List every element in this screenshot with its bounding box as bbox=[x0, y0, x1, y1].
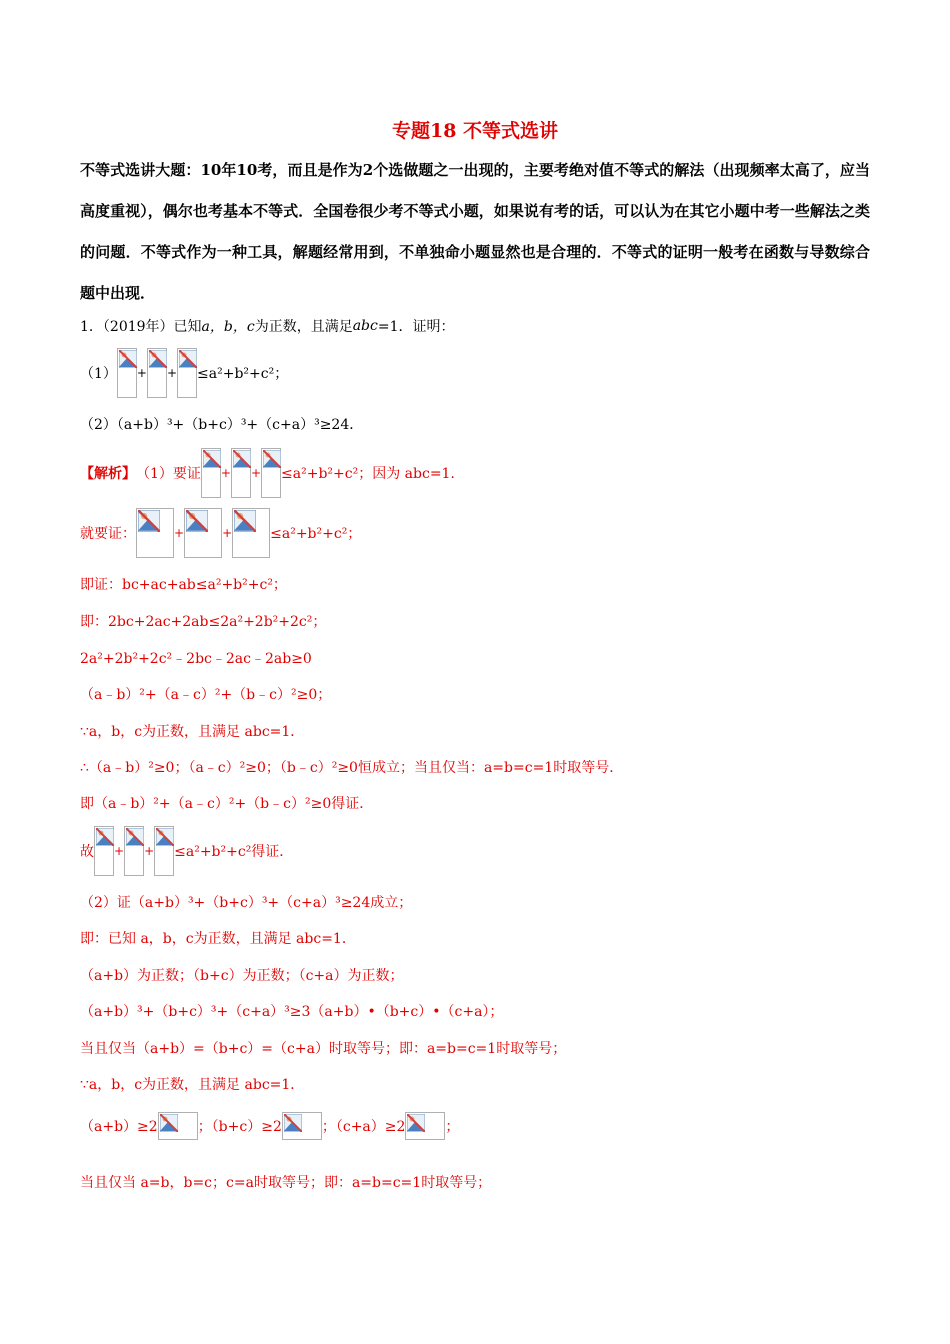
broken-image-icon bbox=[177, 348, 197, 398]
solution-line-1: 【解析】 （1）要证 + + ≤a²+b²+c²；因为 abc=1． bbox=[80, 448, 464, 498]
broken-image-icon bbox=[282, 1112, 322, 1140]
solution-line-17: （a+b）≥2 ；（b+c）≥2 ；（c+a）≥2 ； bbox=[80, 1112, 459, 1140]
solution-line-18: 当且仅当 a=b，b=c；c=a时取等号；即：a=b=c=1时取等号； bbox=[80, 1175, 492, 1191]
solution-line-3: 即证：bc+ac+ab≤a²+b²+c²； bbox=[80, 577, 287, 593]
solution-line-16: ∵a，b，c为正数，且满足 abc=1． bbox=[80, 1077, 305, 1093]
broken-image-icon bbox=[231, 448, 251, 498]
page-title: 专题18 不等式选讲 bbox=[391, 120, 559, 142]
broken-image-icon bbox=[117, 348, 137, 398]
solution-line-5: 2a²+2b²+2c²﹣2bc﹣2ac﹣2ab≥0 bbox=[80, 651, 312, 667]
solution-line-6: （a﹣b）²+（a﹣c）²+（b﹣c）²≥0； bbox=[80, 687, 332, 703]
solution-line-7: ∵a，b，c为正数，且满足 abc=1． bbox=[80, 724, 305, 740]
solution-tag: 【解析】 bbox=[80, 466, 136, 482]
solution-line-2: 就要证： + + ≤a²+b²+c²； bbox=[80, 508, 361, 558]
solution-line-12: 即：已知 a，b，c为正数，且满足 abc=1． bbox=[80, 931, 356, 947]
solution-line-15: 当且仅当（a+b）=（b+c）=（c+a）时取等号；即：a=b=c=1时取等号； bbox=[80, 1041, 567, 1057]
broken-image-icon bbox=[147, 348, 167, 398]
problem-part-1: （1） + + ≤a²+b²+c²； bbox=[80, 348, 288, 398]
solution-line-14: （a+b）³+（b+c）³+（c+a）³≥3（a+b）•（b+c）•（c+a）； bbox=[80, 1004, 504, 1020]
solution-line-10: 故 + + ≤a²+b²+c²得证． bbox=[80, 826, 293, 876]
broken-image-icon bbox=[201, 448, 221, 498]
solution-line-8: ∴（a﹣b）²≥0；（a﹣c）²≥0；（b﹣c）²≥0恒成立；当且仅当：a=b=c=1时取等号． bbox=[80, 760, 624, 776]
broken-image-icon bbox=[261, 448, 281, 498]
broken-image-icon bbox=[232, 508, 270, 558]
broken-image-icon bbox=[405, 1112, 445, 1140]
broken-image-icon bbox=[94, 826, 114, 876]
solution-line-4: 即：2bc+2ac+2ab≤2a²+2b²+2c²； bbox=[80, 614, 327, 630]
broken-image-icon bbox=[158, 1112, 198, 1140]
solution-line-13: （a+b）为正数；（b+c）为正数；（c+a）为正数； bbox=[80, 968, 404, 984]
broken-image-icon bbox=[184, 508, 222, 558]
broken-image-icon bbox=[154, 826, 174, 876]
problem-part-2: （2）（a+b）³+（b+c）³+（c+a）³≥24． bbox=[80, 417, 364, 433]
solution-line-9: 即（a﹣b）²+（a﹣c）²+（b﹣c）²≥0得证． bbox=[80, 796, 374, 812]
solution-line-11: （2）证（a+b）³+（b+c）³+（c+a）³≥24成立； bbox=[80, 895, 413, 911]
broken-image-icon bbox=[136, 508, 174, 558]
broken-image-icon bbox=[124, 826, 144, 876]
problem-stem: 1．（2019年）已知 a，b，c 为正数，且满足 abc =1．证明： bbox=[80, 318, 455, 335]
intro-paragraph: 不等式选讲大题：10年10考，而且是作为2个选做题之一出现的，主要考绝对值不等式的解法（出现频率太高了，应当高度重视），偶尔也考基本不等式．全国卷很少考不等式小题，如果说有考的话，可以认为在其它小题中考一些解法之类的问题．不等式作为一种工具，解题经常用到，不单独命小题显然也是合理的．不等式的证明一般考在函数与导数综合题中出现． bbox=[80, 161, 870, 302]
